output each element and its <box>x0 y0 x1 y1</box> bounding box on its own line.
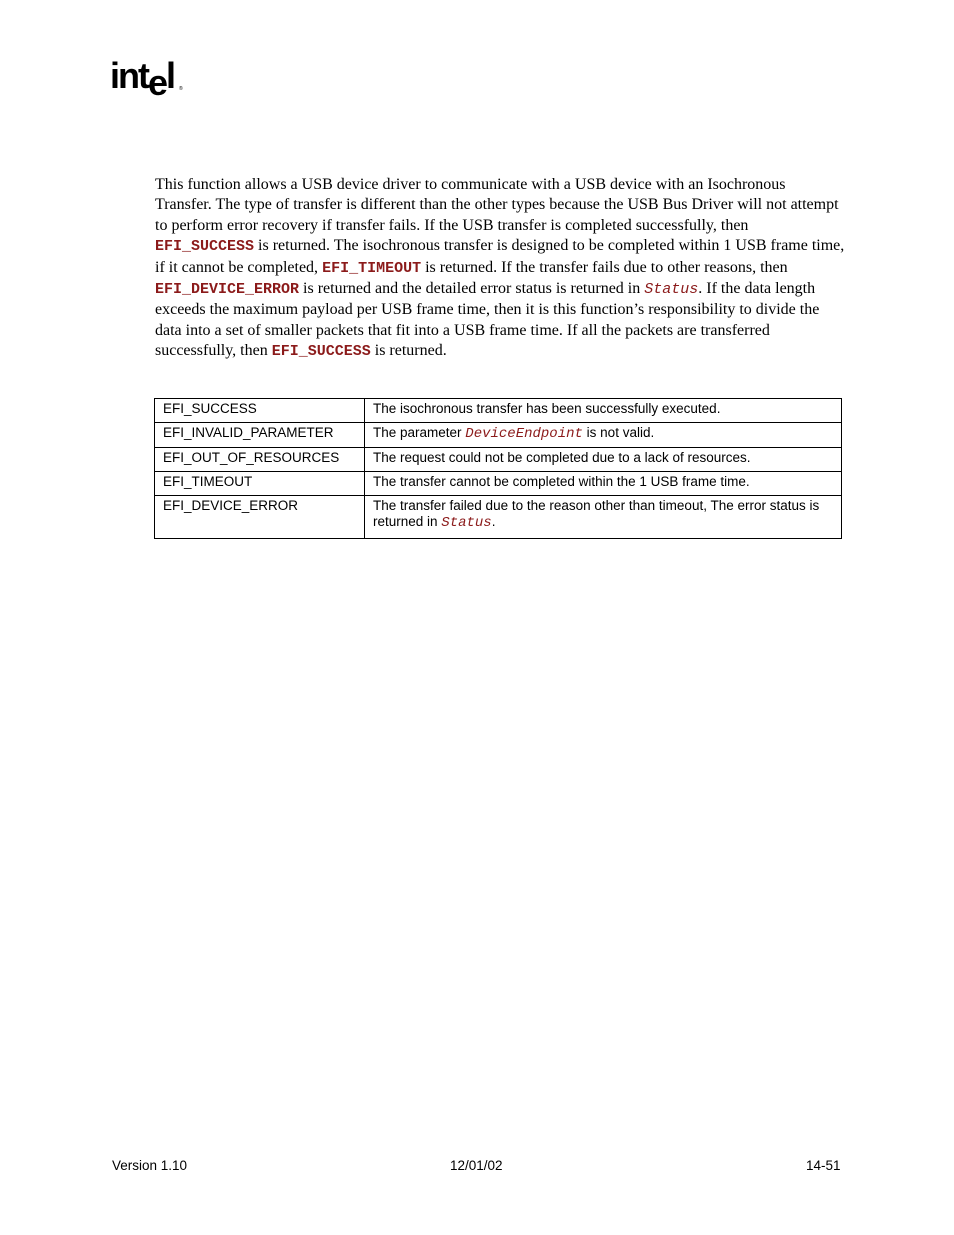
param-status: Status <box>644 281 699 299</box>
logo-wordmark: intel <box>110 55 175 103</box>
code-efi-device-error: EFI_DEVICE_ERROR <box>155 281 300 299</box>
status-description: The request could not be completed due to a lack of resources. <box>365 448 842 472</box>
code-efi-success: EFI_SUCCESS <box>155 238 255 256</box>
status-description: The transfer cannot be completed within the 1 USB frame time. <box>365 472 842 496</box>
status-code: EFI_DEVICE_ERROR <box>155 496 365 539</box>
table-row <box>155 448 842 472</box>
code-efi-success: EFI_SUCCESS <box>271 343 371 361</box>
status-code: EFI_TIMEOUT <box>155 472 365 496</box>
param-status: Status <box>441 515 492 531</box>
footer-page-number: 14-51 <box>806 1158 841 1173</box>
table-row <box>155 496 842 539</box>
status-description: The transfer failed due to the reason other than timeout, The error status is returned in Status. <box>365 496 842 539</box>
table-row <box>155 423 842 448</box>
status-code: EFI_INVALID_PARAMETER <box>155 423 365 448</box>
status-codes-table <box>154 398 842 539</box>
param-device-endpoint: DeviceEndpoint <box>465 426 583 442</box>
status-code: EFI_OUT_OF_RESOURCES <box>155 448 365 472</box>
footer-date: 12/01/02 <box>450 1158 503 1173</box>
table-row <box>155 399 842 423</box>
footer-version: Version 1.10 <box>112 1158 188 1173</box>
status-code: EFI_SUCCESS <box>155 399 365 423</box>
code-efi-timeout: EFI_TIMEOUT <box>322 259 422 277</box>
registered-mark: ® <box>179 86 183 92</box>
table-row <box>155 472 842 496</box>
status-description: The isochronous transfer has been successfully executed. <box>365 399 842 423</box>
intel-logo <box>110 55 190 103</box>
status-description: The parameter DeviceEndpoint is not valid. <box>365 423 842 448</box>
description-paragraph: This function allows a USB device driver to communicate with a USB device with an Isochronous Transfer. The type of transfer is different than the other types because the USB Bus Driver will not attempt to perform error recovery if transfer fails. If the USB transfer is completed successfully, then EFI_SUCCESS is returned. The isochronous transfer is designed to be completed within 1 USB frame time, if it cannot be completed, EFI_TIMEOUT is returned. If the transfer fails due to other reasons, then EFI_DEVICE_ERROR is returned and the detailed error status is returned in Status. If the data length exceeds the maximum payload per USB frame time, then it is this function’s responsibility to divide the data into a set of smaller packets that fit into a USB frame time. If all the packets are transferred successfully, then EFI_SUCCESS is returned. <box>155 176 845 361</box>
